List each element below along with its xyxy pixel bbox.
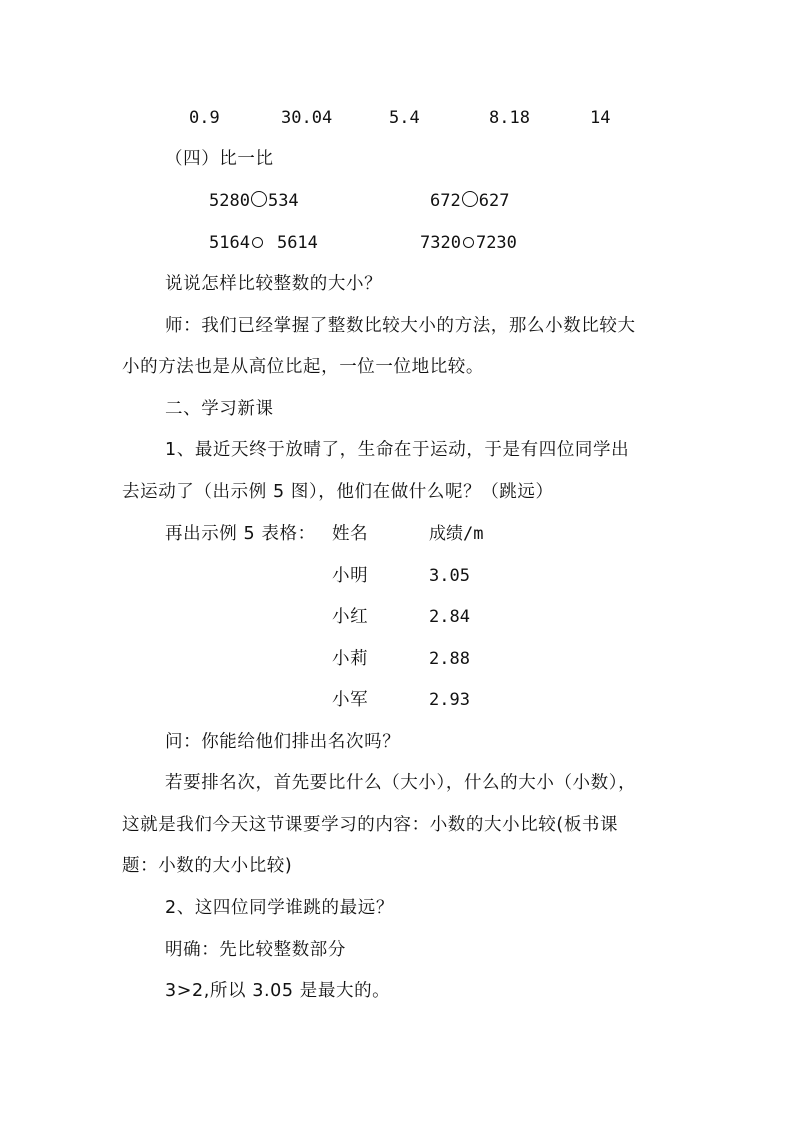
paragraph-text: 问：你能给他们排出名次吗？ bbox=[165, 732, 401, 752]
table-cell-score: 2.88 bbox=[429, 649, 470, 669]
table-cell-name: 小军 bbox=[332, 690, 369, 710]
table-header-score: 成绩/m bbox=[429, 524, 484, 544]
table-cell-score: 2.93 bbox=[429, 690, 470, 710]
paragraph-text: 师：我们已经掌握了整数比较大小的方法，那么小数比较大 bbox=[165, 316, 636, 336]
compare-right: 534 bbox=[267, 191, 299, 211]
compare-left: 5164 bbox=[209, 233, 250, 253]
blank-circle-icon bbox=[252, 237, 263, 248]
paragraph-text: 这就是我们今天这节课要学习的内容：小数的大小比较(板书课 bbox=[122, 815, 619, 835]
table-cell-name: 小莉 bbox=[332, 649, 369, 669]
number-item: 5.4 bbox=[389, 108, 420, 128]
compare-item bbox=[420, 231, 517, 255]
paragraph-text: 小的方法也是从高位比起，一位一位地比较。 bbox=[122, 357, 484, 377]
compare-left: 7320 bbox=[420, 233, 461, 253]
paragraph-text: 1、最近天终于放晴了，生命在于运动，于是有四位同学出 bbox=[165, 440, 630, 460]
paragraph-text: 说说怎样比较整数的大小？ bbox=[165, 274, 383, 294]
paragraph-text: 去运动了（出示例 5 图），他们在做什么呢？（跳远） bbox=[122, 482, 554, 502]
compare-left: 672 bbox=[430, 191, 461, 211]
number-item: 0.9 bbox=[189, 108, 220, 128]
table-cell-score: 2.84 bbox=[429, 607, 470, 627]
paragraph-text: 2、这四位同学谁跳的最远？ bbox=[165, 898, 394, 918]
table-cell-name: 小红 bbox=[332, 607, 369, 627]
compare-item bbox=[209, 189, 299, 213]
blank-circle-icon bbox=[462, 191, 478, 207]
table-intro: 再出示例 5 表格： bbox=[165, 524, 316, 544]
compare-right: 7230 bbox=[475, 233, 517, 253]
compare-left: 5280 bbox=[209, 191, 250, 211]
number-item: 30.04 bbox=[281, 108, 333, 128]
paragraph-text: 明确：先比较整数部分 bbox=[165, 940, 346, 960]
section-heading: （四）比一比 bbox=[165, 149, 274, 169]
number-item: 8.18 bbox=[489, 108, 530, 128]
paragraph-text: 若要排名次，首先要比什么（大小），什么的大小（小数）， bbox=[165, 773, 637, 793]
compare-item bbox=[430, 189, 509, 213]
table-cell-name: 小明 bbox=[332, 566, 369, 586]
compare-item bbox=[209, 231, 318, 255]
compare-right: 627 bbox=[478, 191, 510, 211]
blank-circle-icon bbox=[251, 191, 267, 207]
number-item: 14 bbox=[590, 108, 611, 128]
paragraph-text: 题：小数的大小比较) bbox=[122, 856, 293, 876]
section-heading: 二、学习新课 bbox=[165, 399, 274, 419]
blank-circle-icon bbox=[463, 237, 474, 248]
compare-right: 5614 bbox=[276, 233, 318, 253]
paragraph-text: 3>2,所以 3.05 是最大的。 bbox=[165, 981, 391, 1001]
table-header-name: 姓名 bbox=[332, 524, 369, 544]
table-cell-score: 3.05 bbox=[429, 566, 470, 586]
